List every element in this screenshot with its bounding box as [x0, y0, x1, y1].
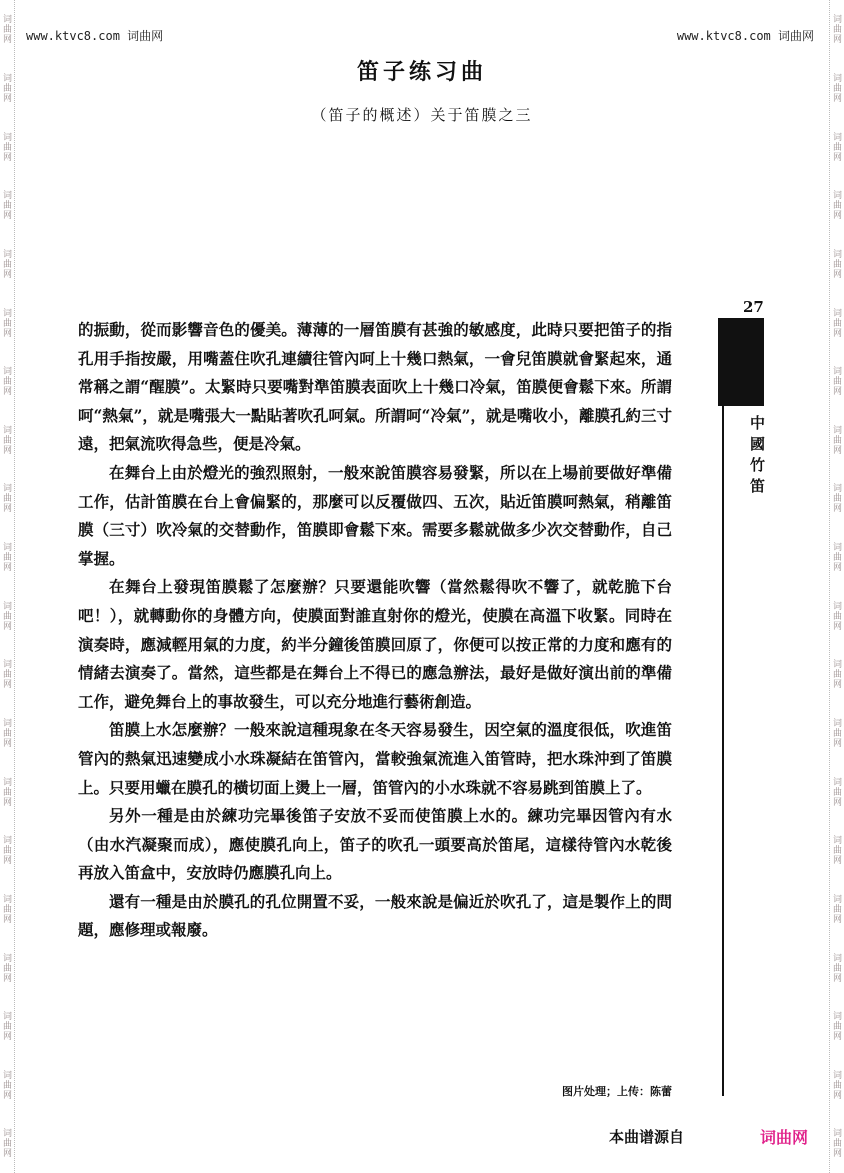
side-watermark: 词曲网 — [1, 718, 11, 748]
side-watermark: 词曲网 — [1, 72, 11, 103]
page-number: 27 — [743, 298, 764, 316]
section-title-vertical: 中國竹笛 — [748, 415, 766, 499]
paragraph: 還有一種是由於膜孔的孔位開置不妥，一般來說是偏近於吹孔了，這是製作上的問題，應修理或報廢。 — [78, 891, 672, 940]
side-watermark: 词曲网 — [831, 659, 841, 690]
page-subtitle: （笛子的概述）关于笛膜之三 — [311, 106, 533, 124]
side-watermark: 词曲网 — [831, 190, 841, 221]
side-watermark: 词曲网 — [831, 248, 841, 279]
side-watermark: 词曲网 — [831, 600, 841, 631]
side-watermark: 词曲网 — [1, 542, 11, 573]
side-watermark: 词曲网 — [1, 248, 11, 279]
side-watermark: 词曲网 — [1, 659, 11, 690]
side-watermark: 词曲网 — [1, 424, 11, 455]
margin-rule — [722, 406, 724, 1096]
chapter-tab-block — [718, 318, 764, 406]
paragraph: 的振動，從而影響音色的優美。薄薄的一層笛膜有甚強的敏感度，此時只要把笛子的指孔用手指按嚴，用嘴蓋住吹孔連續往管內呵上十幾口熱氣，一會兒笛膜就會緊起來，通常稱之謂“醒膜”。太緊時只要嘴對準笛膜表面吹上十幾口冷氣，笛膜便會鬆下來。所謂呵“熱氣”，就是嘴張大一點貼著吹孔呵氣。所謂呵“冷氣”，就是嘴收小，離膜孔約三寸遠，把氣流吹得急些，便是冷氣。 — [78, 320, 672, 454]
side-watermark: 词曲网 — [831, 1011, 841, 1042]
side-watermark: 词曲网 — [831, 893, 841, 924]
side-watermark: 词曲网 — [831, 483, 841, 514]
left-watermark-strip — [0, 0, 15, 1173]
side-watermark: 词曲网 — [1, 1069, 11, 1100]
side-watermark: 词曲网 — [831, 307, 841, 338]
side-watermark: 词曲网 — [831, 1069, 841, 1100]
side-watermark: 词曲网 — [1, 14, 11, 45]
side-watermark: 词曲网 — [831, 952, 841, 983]
side-watermark: 词曲网 — [831, 14, 841, 45]
site-watermark-right: www.ktvc8.com 词曲网 — [676, 29, 814, 43]
side-watermark: 词曲网 — [1, 483, 11, 514]
right-watermark-strip — [829, 0, 844, 1173]
side-watermark: 词曲网 — [1, 600, 11, 631]
article-body — [78, 316, 672, 945]
side-watermark: 词曲网 — [1, 835, 11, 866]
image-credit: 图片处理；上传：陈蕾 — [562, 1085, 672, 1098]
side-watermark: 词曲网 — [831, 776, 841, 807]
side-watermark: 词曲网 — [831, 366, 841, 397]
side-watermark: 词曲网 — [1, 893, 11, 924]
side-watermark: 词曲网 — [1, 1011, 11, 1042]
page-title: 笛子练习曲 — [356, 59, 487, 85]
source-label: 本曲谱源自 — [609, 1128, 685, 1146]
side-watermark: 词曲网 — [831, 835, 841, 866]
paragraph: 在舞台上發現笛膜鬆了怎麼辦？只要還能吹響（當然鬆得吹不響了，就乾脆下台吧！），就轉動你的身體方向，使膜面對誰直射你的燈光，使膜在高溫下收緊。同時在演奏時，應減輕用氣的力度，約半分鐘後笛膜回原了，你便可以按正常的力度和應有的情緒去演奏了。當然，這些都是在舞台上不得已的應急辦法，最好是做好演出前的準備工作，避免舞台上的事故發生，可以充分地進行藝術創造。 — [78, 577, 672, 711]
side-watermark: 词曲网 — [1, 307, 11, 338]
side-watermark: 词曲网 — [831, 131, 841, 162]
side-watermark: 词曲网 — [1, 131, 11, 162]
side-watermark: 词曲网 — [831, 424, 841, 455]
site-watermark-left: www.ktvc8.com 词曲网 — [26, 29, 164, 43]
side-watermark: 词曲网 — [831, 1128, 841, 1159]
source-site-link[interactable]: 词曲网 — [760, 1128, 809, 1147]
paragraph: 在舞台上由於燈光的強烈照射，一般來說笛膜容易發緊，所以在上場前要做好準備工作，估計笛膜在台上會偏緊的，那麼可以反覆做四、五次，貼近笛膜呵熱氣，稍離笛膜（三寸）吹冷氣的交替動作，笛膜即會鬆下來。需要多鬆就做多少次交替動作，自己掌握。 — [78, 462, 672, 568]
side-watermark: 词曲网 — [831, 718, 841, 748]
side-watermark: 词曲网 — [1, 952, 11, 983]
paragraph: 另外一種是由於練功完畢後笛子安放不妥而使笛膜上水的。練功完畢因管內有水（由水汽凝聚而成），應使膜孔向上，笛子的吹孔一頭要高於笛尾，這樣待管內水乾後再放入笛盒中，安放時仍應膜孔向上。 — [78, 806, 672, 883]
side-watermark: 词曲网 — [831, 72, 841, 103]
side-watermark: 词曲网 — [1, 776, 11, 807]
side-watermark: 词曲网 — [1, 190, 11, 221]
side-watermark: 词曲网 — [1, 1128, 11, 1159]
side-watermark: 词曲网 — [831, 542, 841, 573]
side-watermark: 词曲网 — [1, 366, 11, 397]
paragraph: 笛膜上水怎麼辦？一般來說這種現象在冬天容易發生，因空氣的溫度很低，吹進笛管內的熱氣迅速變成小水珠凝結在笛管內，當較強氣流進入笛管時，把水珠沖到了笛膜上。只要用蠟在膜孔的橫切面上燙上一層，笛管內的小水珠就不容易跳到笛膜上了。 — [78, 720, 672, 797]
